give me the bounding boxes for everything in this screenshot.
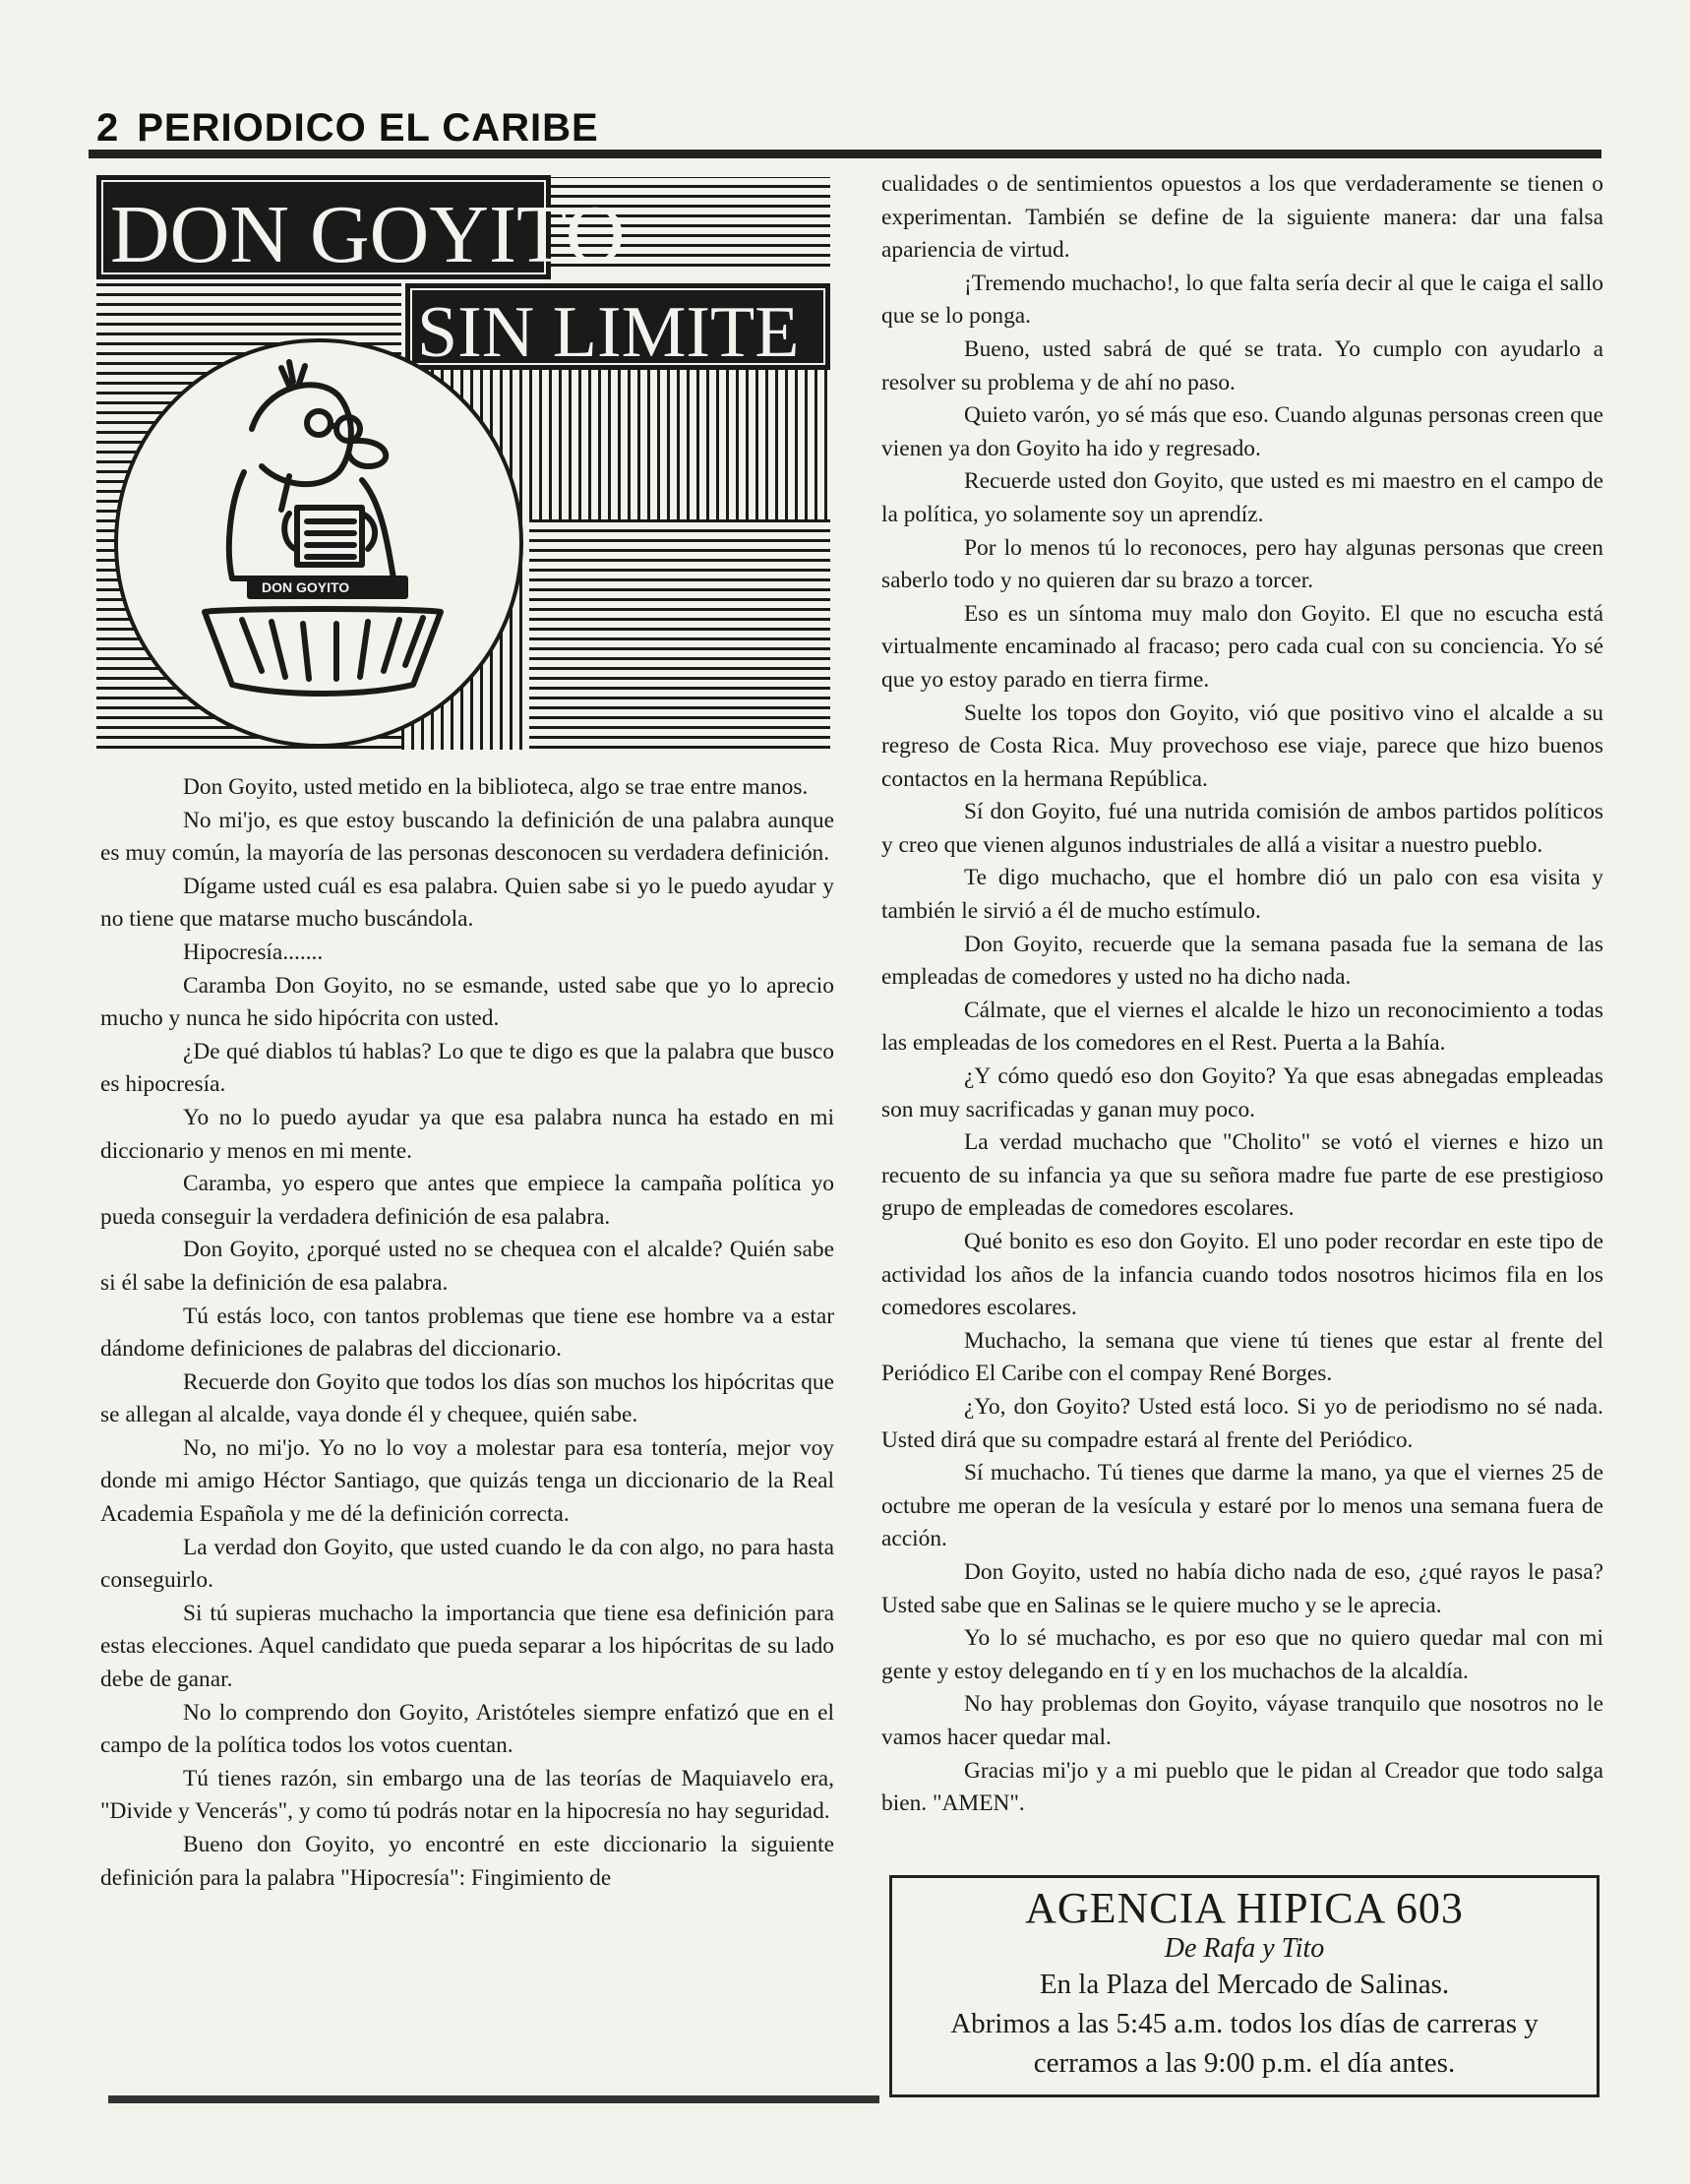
paper-name: PERIODICO EL CARIBE: [137, 106, 599, 150]
paragraph: Caramba Don Goyito, no se esmande, usted sabe que yo lo aprecio mucho y nunca he sido hipócrita con usted.: [100, 972, 834, 1032]
paragraph: Bueno don Goyito, yo encontré en este diccionario la siguiente definición para la palabra "Hipocresía": Fingimiento de: [100, 1832, 834, 1891]
paragraph: Tú tienes razón, sin embargo una de las teorías de Maquiavelo era, "Divide y Vencerás", y como tú podrás notar en la hipocresía no hay seguridad.: [100, 1765, 834, 1825]
paragraph: Caramba, yo espero que antes que empiece la campaña política yo pueda conseguir la verdadera definición de esa palabra.: [100, 1171, 834, 1230]
paragraph: Recuerde don Goyito que todos los días son muchos los hipócritas que se allegan al alcalde, vaya donde él y chequee, quién sabe.: [100, 1368, 834, 1428]
paragraph: ¡Tremendo muchacho!, lo que falta sería decir al que le caiga el sallo que se lo ponga.: [881, 270, 1603, 330]
paragraph: No mi'jo, es que estoy buscando la definición de una palabra aunque es muy común, la mayoría de las personas desconocen su verdadera definición.: [100, 807, 834, 867]
paragraph: Por lo menos tú lo reconoces, pero hay algunas personas que creen saberlo todo y no quieren dar su brazo a torcer.: [881, 534, 1603, 594]
paragraph: Hipocresía.......: [183, 939, 324, 965]
paragraph: Sí muchacho. Tú tienes que darme la mano, ya que el viernes 25 de octubre me operan de la vesícula y estaré por lo menos una semana fuera de acción.: [881, 1460, 1603, 1552]
masthead: [96, 106, 599, 151]
paragraph: Muchacho, la semana que viene tú tienes que estar al frente del Periódico El Caribe con el compay René Borges.: [881, 1327, 1603, 1387]
paragraph: Suelte los topos don Goyito, vió que positivo vino el alcalde a su regreso de Costa Rica. Muy provechoso ese viaje, parece que hizo buenos contactos en la hermana República.: [881, 699, 1603, 792]
paragraph: Don Goyito, usted no había dicho nada de eso, ¿qué rayos le pasa? Usted sabe que en Salinas se le quiere mucho y se le aprecia.: [881, 1558, 1603, 1618]
paragraph: Quieto varón, yo sé más que eso. Cuando algunas personas creen que vienen ya don Goyito ha ido y regresado.: [881, 402, 1603, 461]
paragraph: Bueno, usted sabrá de qué se trata. Yo cumplo con ayudarlo a resolver su problema y de ahí no paso.: [881, 335, 1603, 395]
paragraph: Yo no lo puedo ayudar ya que esa palabra nunca ha estado en mi diccionario y menos en mi mente.: [100, 1104, 834, 1164]
paragraph: No lo comprendo don Goyito, Aristóteles siempre enfatizó que en el campo de la política todos los votos cuentan.: [100, 1699, 834, 1759]
article-right-column: [881, 168, 1603, 1821]
paragraph: Qué bonito es eso don Goyito. El uno poder recordar en este tipo de actividad los años de la infancia cuando todos nosotros hicimos fila en los comedores escolares.: [881, 1229, 1603, 1321]
paragraph: ¿Y cómo quedó eso don Goyito? Ya que esas abnegadas empleadas son muy sacrificadas y ganan muy poco.: [881, 1063, 1603, 1122]
banner-graphic: [96, 175, 830, 750]
paragraph: Cálmate, que el viernes el alcalde le hizo un reconocimiento a todas las empleadas de los comedores en el Rest. Puerta a la Bahía.: [881, 997, 1603, 1057]
paragraph: Don Goyito, usted metido en la biblioteca, algo se trae entre manos.: [183, 774, 809, 800]
paragraph: ¿Yo, don Goyito? Usted está loco. Si yo de periodismo no sé nada. Usted dirá que su compadre estará al frente del Periódico.: [881, 1393, 1603, 1453]
paragraph: Si tú supieras muchacho la importancia que tiene esa definición para estas elecciones. Aquel candidato que pueda separar a los hipócritas de su lado debe de ganar.: [100, 1600, 834, 1693]
advertisement-agencia-hipica: [889, 1875, 1599, 2097]
paragraph: Yo lo sé muchacho, es por eso que no quiero quedar mal con mi gente y estoy delegando en tí y en los muchachos de la alcaldía.: [881, 1625, 1603, 1684]
paragraph: La verdad muchacho que "Cholito" se votó el viernes e hizo un recuento de su infancia ya que su señora madre fue parte de ese prestigioso grupo de empleadas de comedores escolares.: [881, 1129, 1603, 1222]
paragraph: No, no mi'jo. Yo no lo voy a molestar para esa tontería, mejor voy donde mi amigo Héctor Santiago, que quizás tenga un diccionario de la Real Academia Española y me dé la definición correcta.: [100, 1434, 834, 1528]
ad-location: En la Plaza del Mercado de Salinas.: [1039, 1969, 1450, 2000]
bottom-rule: [108, 2095, 879, 2103]
paragraph: Gracias mi'jo y a mi pueblo que le pidan al Creador que todo salga bien. "AMEN".: [881, 1757, 1603, 1817]
ad-hours-open: Abrimos a las 5:45 a.m. todos los días de carreras y: [950, 2008, 1539, 2039]
paragraph: Dígame usted cuál es esa palabra. Quien sabe si yo le puedo ayudar y no tiene que matarse mucho buscándola.: [100, 873, 834, 933]
paragraph: Tú estás loco, con tantos problemas que tiene ese hombre va a estar dándome definiciones de palabras del diccionario.: [100, 1303, 834, 1363]
top-rule: [89, 150, 1601, 158]
page-number: 2: [96, 106, 120, 150]
paragraph: Don Goyito, recuerde que la semana pasada fue la semana de las empleadas de comedores y usted no ha dicho nada.: [881, 931, 1603, 991]
paragraph: Te digo muchacho, que el hombre dió un palo con esa visita y también le sirvió a él de mucho estímulo.: [881, 865, 1603, 925]
paragraph-continued: cualidades o de sentimientos opuestos a los que verdaderamente se tienen o experimentan. También se define de la siguiente manera: dar una falsa apariencia de virtud.: [881, 171, 1603, 264]
ad-hours-close: cerramos a las 9:00 p.m. el día antes.: [1033, 2047, 1456, 2079]
paragraph: Don Goyito, ¿porqué usted no se chequea con el alcalde? Quién sabe si él sabe la definición de esa palabra.: [100, 1237, 834, 1296]
banner-title-line1: DON GOYITO: [110, 189, 626, 280]
banner-title-line2: SIN LIMITE: [417, 292, 800, 373]
paragraph: La verdad don Goyito, que usted cuando le da con algo, no para hasta conseguirlo.: [100, 1534, 834, 1594]
paragraph: No hay problemas don Goyito, váyase tranquilo que nosotros no le vamos hacer quedar mal.: [881, 1691, 1603, 1750]
paragraph: Eso es un síntoma muy malo don Goyito. El que no escucha está virtualmente encaminado al fracaso; pero cada cual con su conciencia. Yo sé que yo estoy parado en tierra firme.: [881, 600, 1603, 693]
ad-title: AGENCIA HIPICA 603: [1025, 1884, 1464, 1932]
caricature-sign: DON GOYITO: [262, 579, 350, 595]
column-banner: [96, 175, 830, 750]
paragraph: Sí don Goyito, fué una nutrida comisión de ambos partidos políticos y creo que vienen algunos industriales de allá a visitar a nuestro pueblo.: [881, 799, 1603, 858]
paragraph: Recuerde usted don Goyito, que usted es mi maestro en el campo de la política, yo solamente soy un aprendíz.: [881, 468, 1603, 527]
article-left-column: [100, 771, 834, 1895]
ad-subtitle: De Rafa y Tito: [1164, 1933, 1325, 1964]
paragraph: ¿De qué diablos tú hablas? Lo que te digo es que la palabra que busco es hipocresía.: [100, 1038, 834, 1098]
